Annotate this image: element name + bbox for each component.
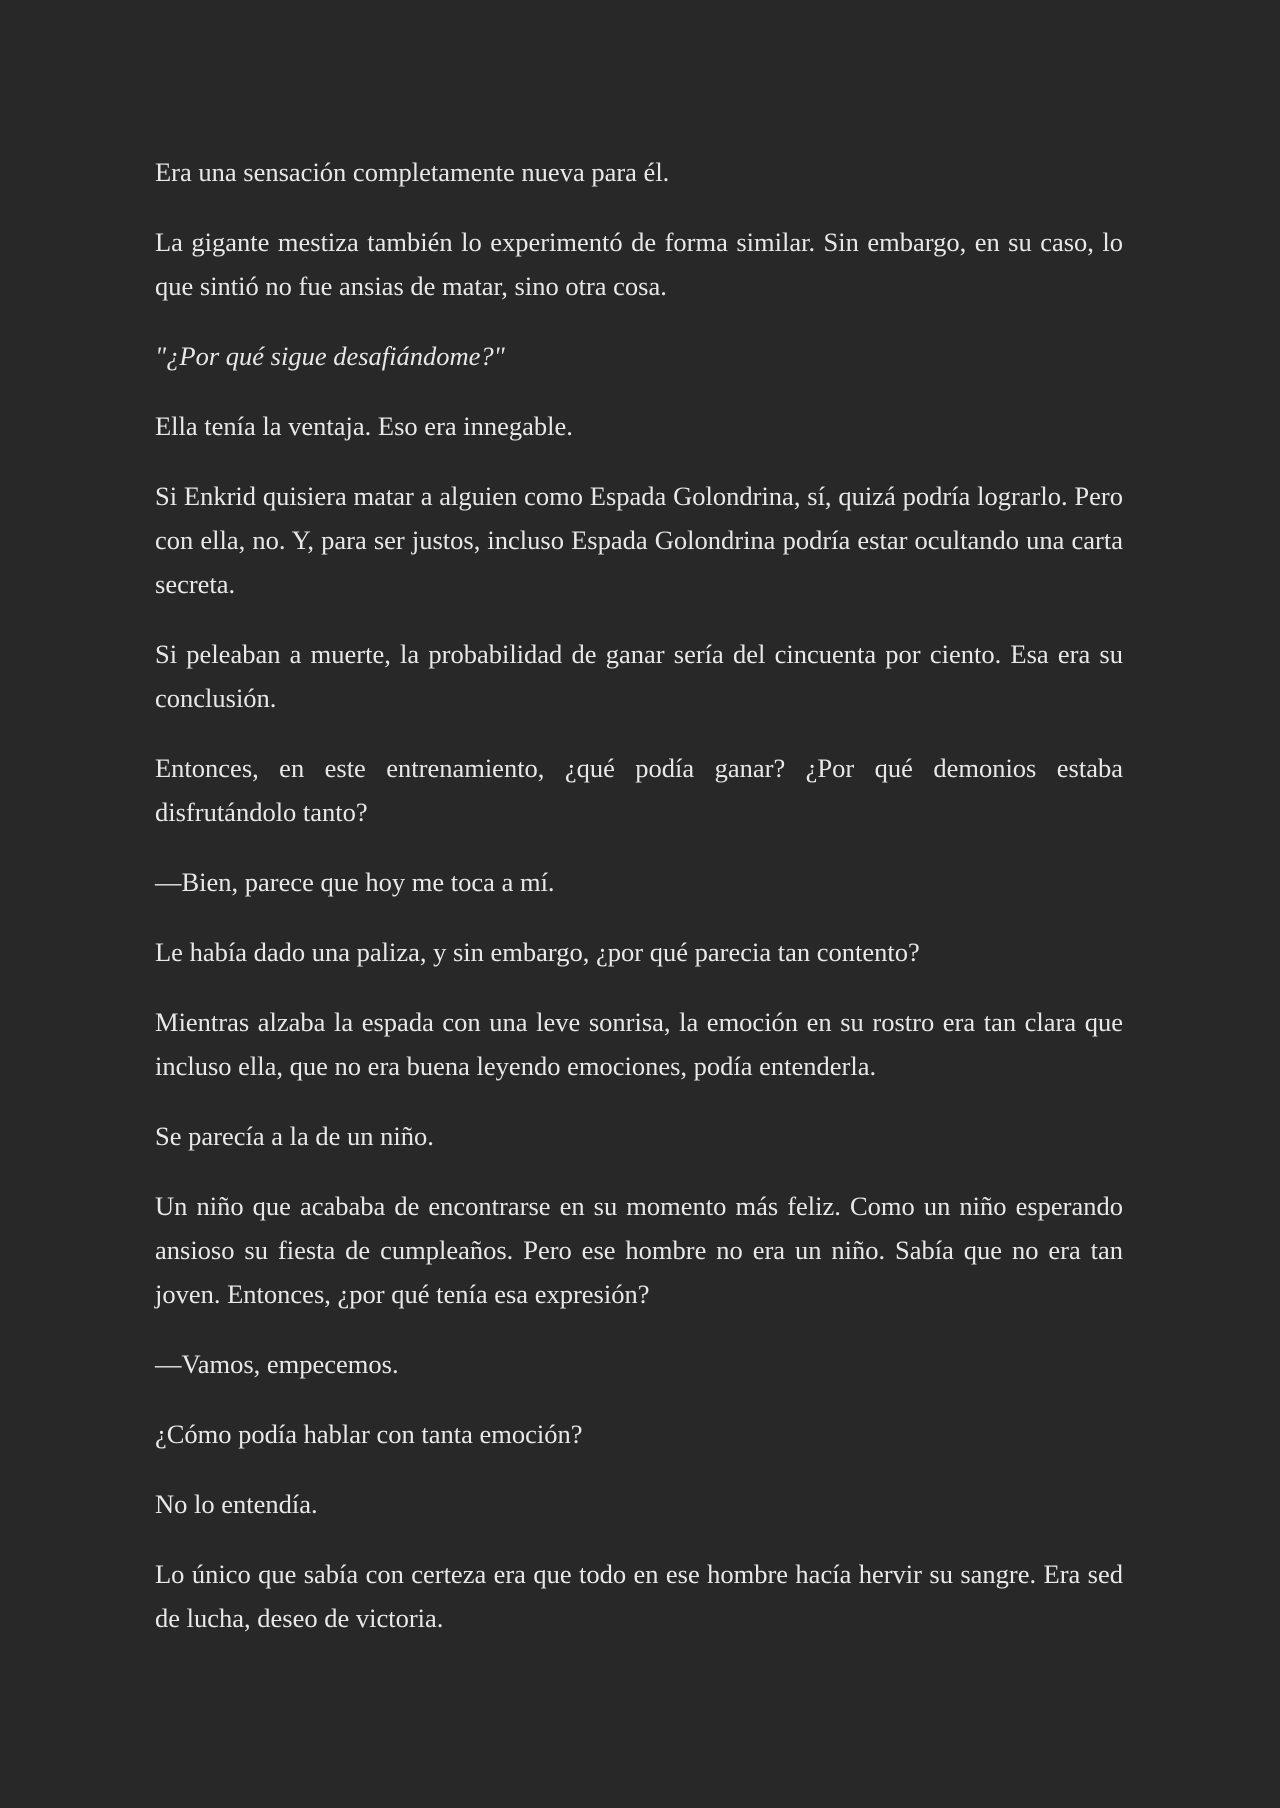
paragraph-8-dialogue: —Bien, parece que hoy me toca a mí. <box>155 867 555 897</box>
paragraph-11: Se parecía a la de un niño. <box>155 1121 434 1151</box>
paragraph-9: Le había dado una paliza, y sin embargo, ¿por qué parecia tan contento? <box>155 937 920 967</box>
paragraph-1: Era una sensación completamente nueva para él. <box>155 157 670 187</box>
paragraph-6: Si peleaban a muerte, la probabilidad de ganar sería del cincuenta por ciento. Esa era su conclusión. <box>155 639 1123 713</box>
paragraph-10: Mientras alzaba la espada con una leve sonrisa, la emoción en su rostro era tan clara que incluso ella, que no era buena leyendo emociones, podía entenderla. <box>155 1007 1123 1081</box>
paragraph-2: La gigante mestiza también lo experimentó de forma similar. Sin embargo, en su caso, lo que sintió no fue ansias de matar, sino otra cosa. <box>155 227 1123 301</box>
paragraph-15: No lo entendía. <box>155 1489 318 1519</box>
reading-pane <box>155 150 1123 1666</box>
paragraph-16: Lo único que sabía con certeza era que todo en ese hombre hacía hervir su sangre. Era sed de lucha, deseo de victoria. <box>155 1559 1123 1633</box>
paragraph-14: ¿Cómo podía hablar con tanta emoción? <box>155 1419 583 1449</box>
paragraph-12: Un niño que acababa de encontrarse en su momento más feliz. Como un niño esperando ansioso su fiesta de cumpleaños. Pero ese hombre no era un niño. Sabía que no era tan joven. Entonces, ¿por qué tenía esa expresión? <box>155 1191 1123 1309</box>
paragraph-13-dialogue: —Vamos, empecemos. <box>155 1349 399 1379</box>
paragraph-7: Entonces, en este entrenamiento, ¿qué podía ganar? ¿Por qué demonios estaba disfrutándolo tanto? <box>155 753 1123 827</box>
paragraph-4: Ella tenía la ventaja. Eso era innegable. <box>155 411 573 441</box>
paragraph-3-thought: "¿Por qué sigue desafiándome?" <box>155 341 505 371</box>
paragraph-5: Si Enkrid quisiera matar a alguien como Espada Golondrina, sí, quizá podría lograrlo. Pero con ella, no. Y, para ser justos, incluso Espada Golondrina podría estar ocultando una carta secreta. <box>155 481 1123 599</box>
